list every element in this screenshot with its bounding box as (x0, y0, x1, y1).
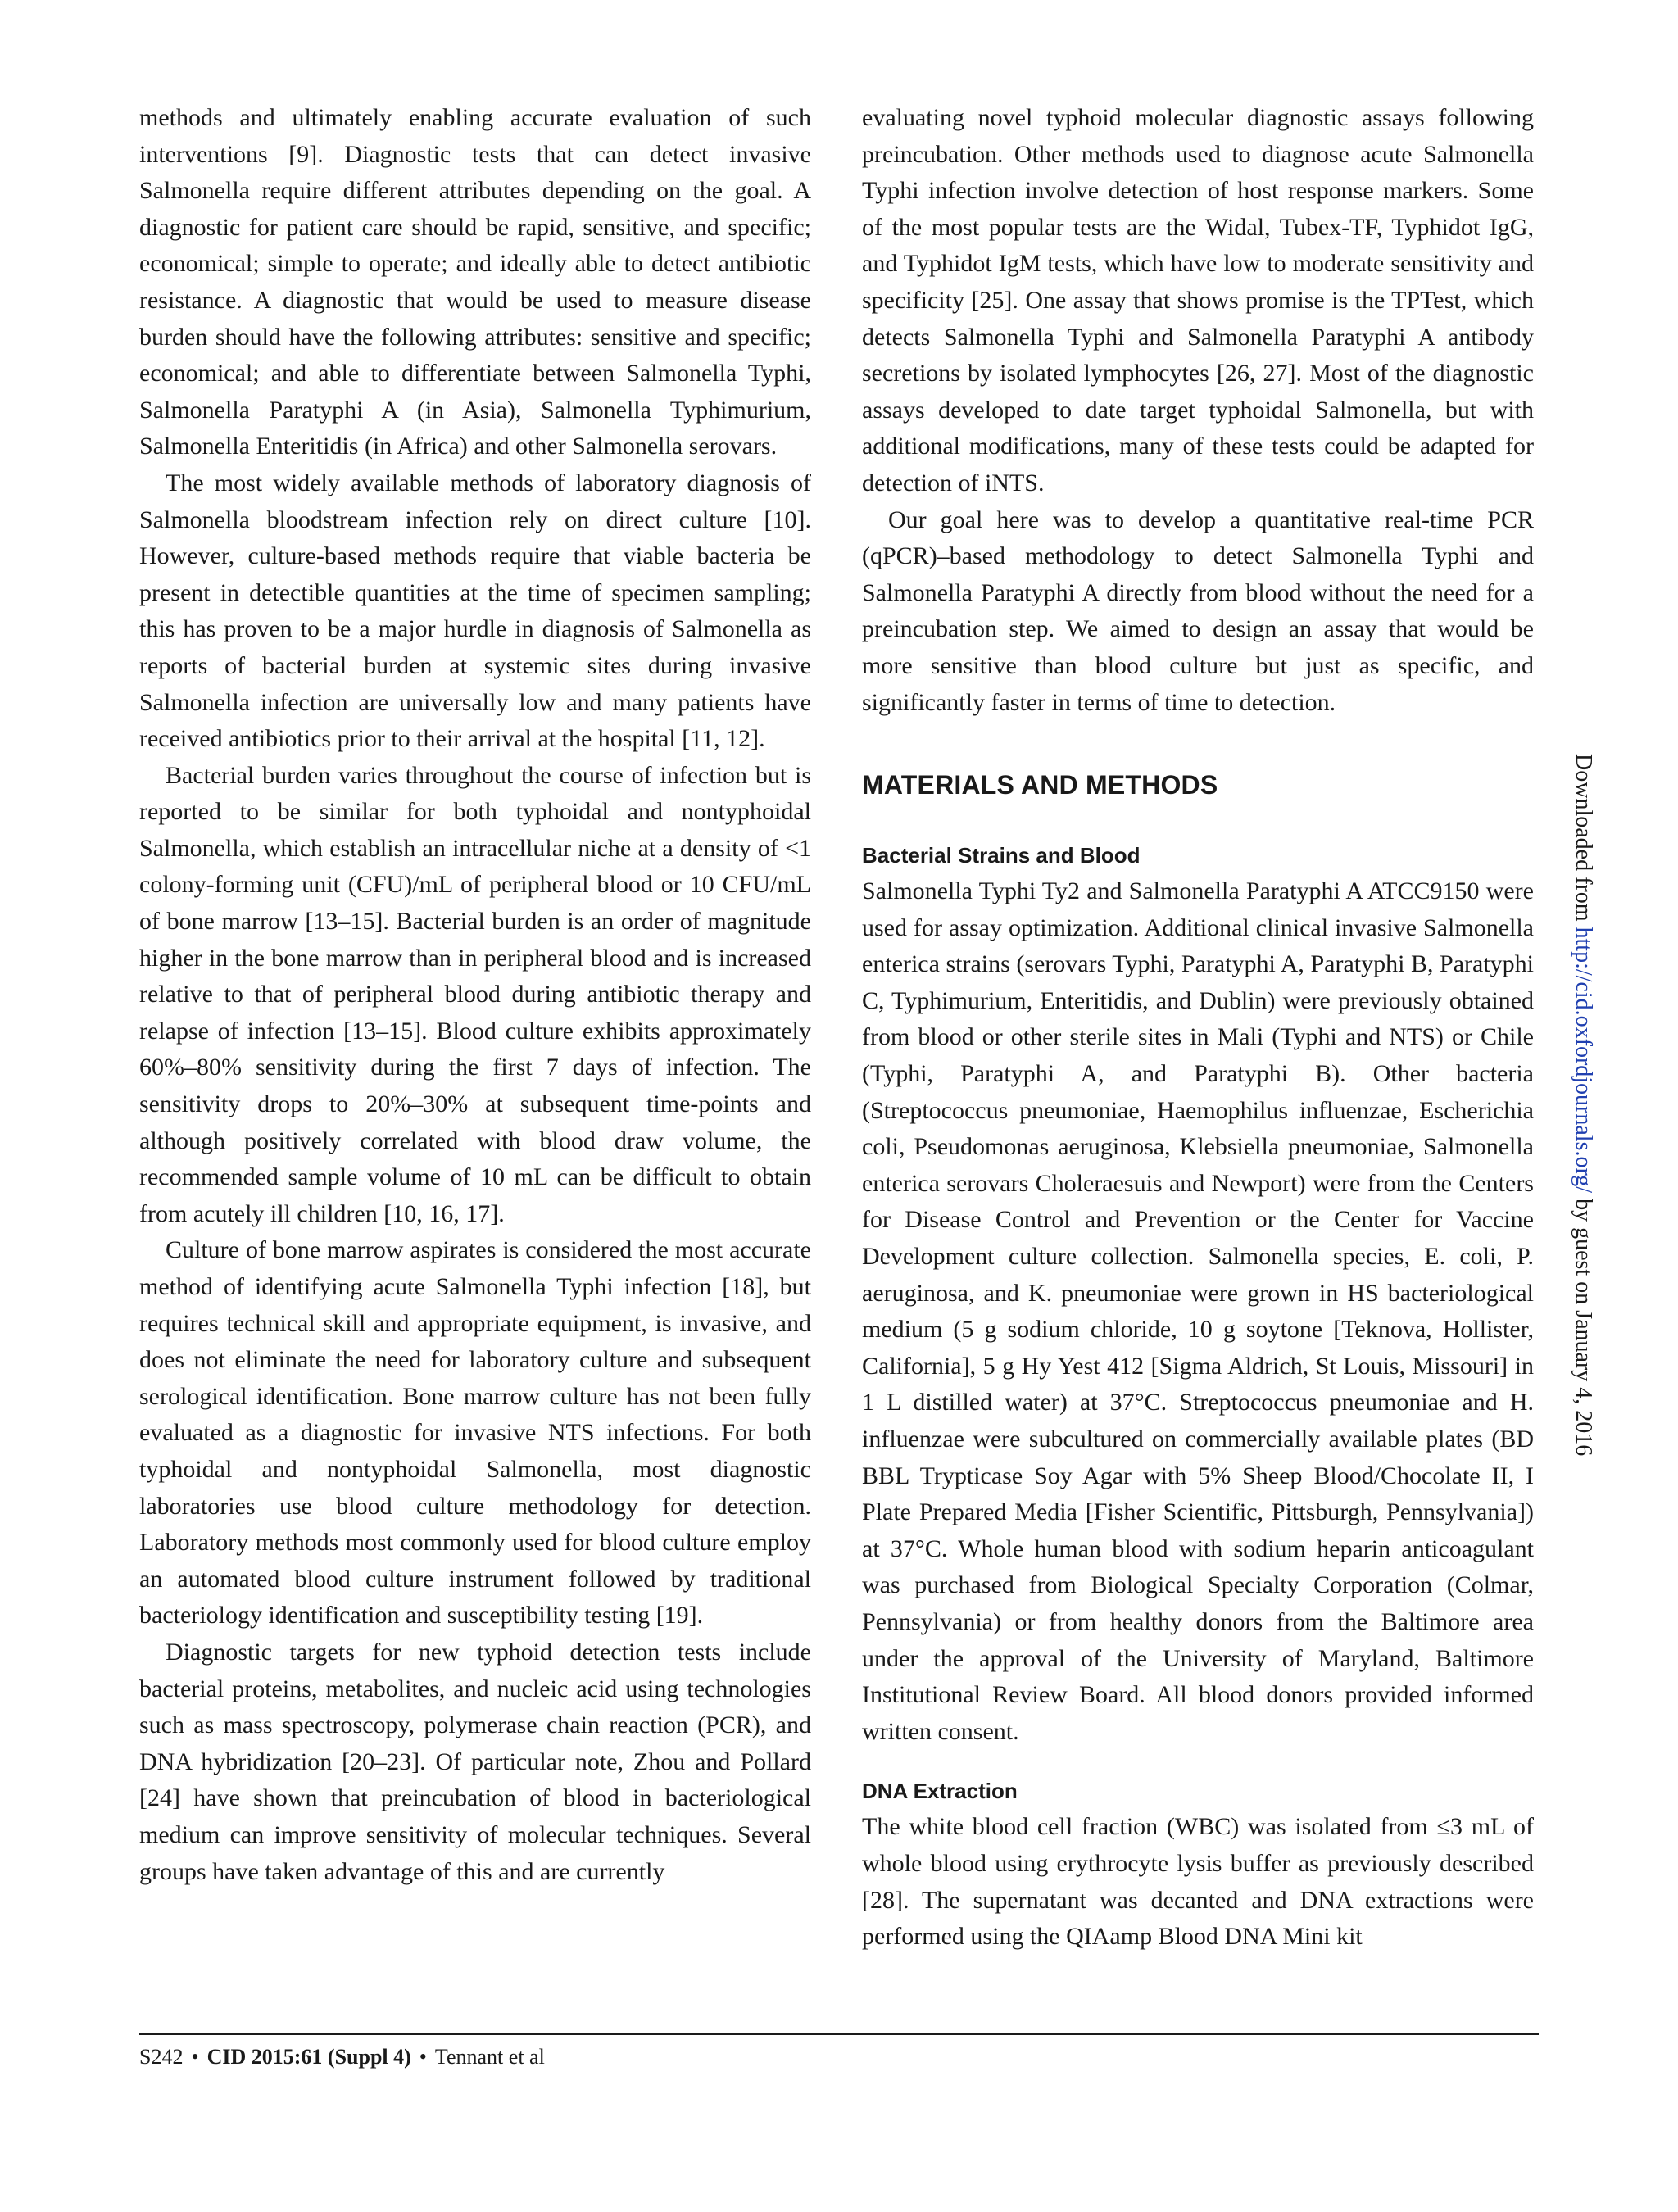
sidebar-suffix: by guest on January 4, 2016 (1571, 1193, 1596, 1457)
sidebar-prefix: Downloaded from (1571, 754, 1596, 927)
bullet-icon: • (191, 2045, 199, 2069)
right-paragraph-2: Our goal here was to develop a quantitative real-time PCR (qPCR)–based methodology to detect Salmonella Typhi and Salmonella Paratyphi A directly from blood without the need for a preincubation step. We aimed to design an assay that would be more sensitive than blood culture but just as specific, and significantly faster in terms of time to detection. (862, 505, 1534, 716)
footer-journal: CID 2015:61 (Suppl 4) (206, 2045, 411, 2069)
left-paragraph-4: Culture of bone marrow aspirates is considered the most accurate method of identifying acute Salmonella Typhi infection [18], but requires technical skill and appropriate equipment, is invasive, and does not eliminate the need for laboratory culture and subsequent serological identification. Bone marrow culture has not been fully evaluated as a diagnostic for invasive NTS infections. For both typhoidal and nontyphoidal Salmonella, most diagnostic laboratories use blood culture methodology for detection. Laboratory methods most commonly used for blood culture employ an automated blood culture instrument followed by traditional bacteriology identification and susceptibility testing [19]. (139, 1236, 811, 1630)
page-footer (139, 2043, 545, 2071)
section-heading-materials-methods: MATERIALS AND METHODS (862, 770, 1218, 800)
right-paragraph-1: evaluating novel typhoid molecular diagnostic assays following preincubation. Other methods used to diagnose acute Salmonella Typhi infection involve detection of host response markers. Some of the most popular tests are the Widal, Tubex-TF, Typhidot IgG, and Typhidot IgM tests, which have low to moderate sensitivity and specificity [25]. One assay that shows promise is the TPTest, which detects Salmonella Typhi and Salmonella Paratyphi A antibody secretions by isolated lymphocytes [26, 27]. Most of the diagnostic assays developed to date target typhoidal Salmonella, but with additional modifications, many of these tests could be adapted for detection of iNTS. (862, 104, 1534, 496)
download-sidebar (1568, 754, 1598, 1655)
left-paragraph-5: Diagnostic targets for new typhoid detection tests include bacterial proteins, metabolites, and nucleic acid using technologies such as mass spectroscopy, polymerase chain reaction (PCR), and DNA hybridization [20–23]. Of particular note, Zhou and Pollard [24] have shown that preincubation of blood in bacteriological medium can improve sensitivity of molecular techniques. Several groups have taken advantage of this and are currently (139, 1638, 811, 1885)
footer-authors: Tennant et al (434, 2045, 545, 2069)
left-column (139, 100, 811, 1890)
subheading-bacterial-strains: Bacterial Strains and Blood (862, 843, 1141, 868)
footer-page-number: S242 (139, 2045, 184, 2069)
bullet-icon: • (419, 2045, 427, 2069)
left-paragraph-3: Bacterial burden varies throughout the course of infection but is reported to be similar for both typhoidal and nontyphoidal Salmonella, which establish an intracellular niche at a density of <1 colony-forming unit (CFU)/mL of peripheral blood or 10 CFU/mL of bone marrow [13–15]. Bacterial burden is an order of magnitude higher in the bone marrow than in peripheral blood and is increased relative to that of peripheral blood during antibiotic therapy and relapse of infection [13–15]. Blood culture exhibits approximately 60%–80% sensitivity during the first 7 days of infection. The sensitivity drops to 20%–30% at subsequent time-points and although positively correlated with blood draw volume, the recommended sample volume of 10 mL can be difficult to obtain from acutely ill children [10, 16, 17]. (139, 761, 811, 1227)
footer-rule (139, 2033, 1539, 2035)
left-paragraph-2: The most widely available methods of laboratory diagnosis of Salmonella bloodstream infection rely on direct culture [10]. However, culture-based methods require that viable bacteria be present in detectible quantities at the time of specimen sampling; this has proven to be a major hurdle in diagnosis of Salmonella as reports of bacterial burden at systemic sites during invasive Salmonella infection are universally low and many patients have received antibiotics prior to their arrival at the hospital [11, 12]. (139, 469, 811, 753)
left-paragraph-1: methods and ultimately enabling accurate evaluation of such interventions [9]. Diagnostic tests that can detect invasive Salmonella require different attributes depending on the goal. A diagnostic for patient care should be rapid, sensitive, and specific; economical; simple to operate; and ideally able to detect antibiotic resistance. A diagnostic that would be used to measure disease burden should have the following attributes: sensitive and specific; economical; and able to differentiate between Salmonella Typhi, Salmonella Paratyphi A (in Asia), Salmonella Typhimurium, Salmonella Enteritidis (in Africa) and other Salmonella serovars. (139, 104, 811, 460)
right-paragraph-3: Salmonella Typhi Ty2 and Salmonella Paratyphi A ATCC9150 were used for assay optimization. Additional clinical invasive Salmonella enterica strains (serovars Typhi, Paratyphi A, Paratyphi B, Paratyphi C, Typhimurium, Enteritidis, and Dublin) were previously obtained from blood or other sterile sites in Mali (Typhi and NTS) or Chile (Typhi, Paratyphi A, and Paratyphi B). Other bacteria (Streptococcus pneumoniae, Haemophilus influenzae, Escherichia coli, Pseudomonas aeruginosa, Klebsiella pneumoniae, Salmonella enterica serovars Choleraesuis and Newport) were from the Centers for Disease Control and Prevention or the Center for Vaccine Development culture collection. Salmonella species, E. coli, P. aeruginosa, and K. pneumoniae were grown in HS bacteriological medium (5 g sodium chloride, 10 g soytone [Teknova, Hollister, California], 5 g Hy Yest 412 [Sigma Aldrich, St Louis, Missouri] in 1 L distilled water) at 37°C. Streptococcus pneumoniae and H. influenzae were subcultured on commercially available plates (BD BBL Trypticase Soy Agar with 5% Sheep Blood/Chocolate II, I Plate Prepared Media [Fisher Scientific, Pittsburgh, Pennsylvania]) at 37°C. Whole human blood with sodium heparin anticoagulant was purchased from Biological Specialty Corporation (Colmar, Pennsylvania) or from healthy donors from the Baltimore area under the approval of the University of Maryland, Baltimore Institutional Review Board. All blood donors provided informed written consent. (862, 877, 1534, 1745)
subheading-dna-extraction: DNA Extraction (862, 1779, 1018, 1804)
right-column (862, 100, 1534, 1956)
sidebar-url-link[interactable]: http://cid.oxfordjournals.org/ (1571, 927, 1596, 1194)
right-paragraph-4: The white blood cell fraction (WBC) was isolated from ≤3 mL of whole blood using erythrocyte lysis buffer as previously described [28]. The supernatant was decanted and DNA extractions were performed using the QIAamp Blood DNA Mini kit (862, 1813, 1534, 1951)
